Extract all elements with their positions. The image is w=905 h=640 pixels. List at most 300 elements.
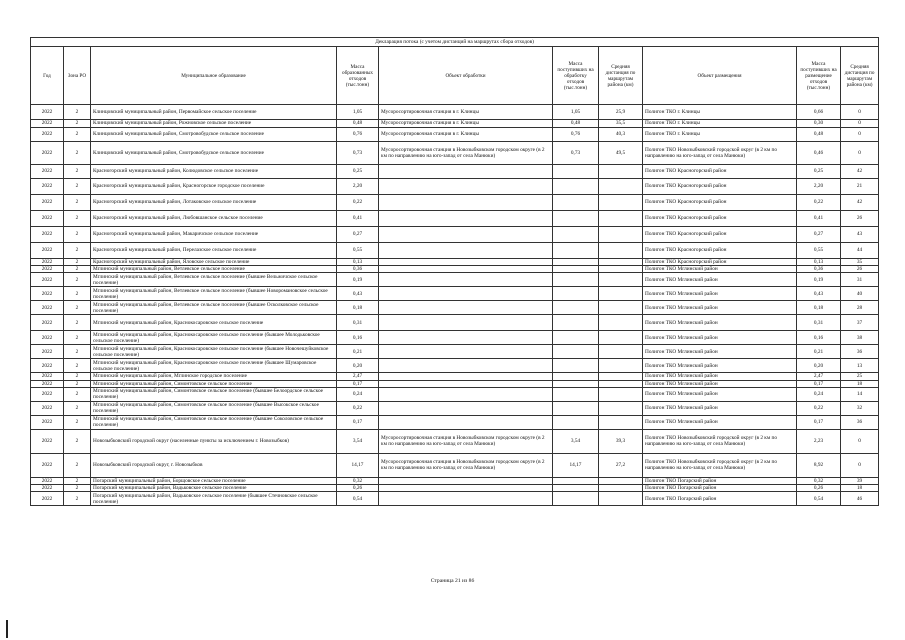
- cell-distance-processing: [599, 359, 643, 373]
- cell-year: 2022: [31, 259, 64, 266]
- cell-municipality: Клинцовский муниципальный район, Рожновское сельское поселение: [91, 120, 337, 128]
- cell-municipality: Мглинский муниципальный район, Мглинское городское поселение: [91, 373, 337, 380]
- cell-disposal-object: Полигон ТКО Мглинский район: [643, 315, 797, 331]
- cell-year: 2022: [31, 142, 64, 165]
- cell-distance-processing: 35,5: [599, 120, 643, 128]
- cell-municipality: Мглинский муниципальный район, Ветлевское сельское поселение (бывшее Новоромановское сельское поселение): [91, 287, 337, 301]
- cell-distance-processing: [599, 373, 643, 380]
- cell-zone: 2: [64, 227, 91, 243]
- cell-mass-processing: [553, 331, 599, 345]
- cell-mass-processing: [553, 287, 599, 301]
- cell-zone: 2: [64, 287, 91, 301]
- cell-distance-disposal: 18: [841, 380, 879, 387]
- cell-mass-disposal: 0,36: [797, 266, 841, 273]
- cell-distance-processing: [599, 401, 643, 415]
- cell-zone: 2: [64, 259, 91, 266]
- cell-distance-disposal: 43: [841, 227, 879, 243]
- cell-mass-disposal: 0,41: [797, 211, 841, 227]
- cell-mass-disposal: 0,22: [797, 401, 841, 415]
- cell-year: 2022: [31, 429, 64, 453]
- cell-distance-disposal: 0: [841, 105, 879, 120]
- cell-distance-processing: 40,3: [599, 128, 643, 142]
- header-mass-disposal: Масса поступивших на размещение отходов (тыс.тонн): [797, 47, 841, 105]
- table-row: [31, 301, 879, 315]
- cell-mass-processing: 0,48: [553, 120, 599, 128]
- cell-year: 2022: [31, 345, 64, 359]
- cell-mass-processing: 3,54: [553, 429, 599, 453]
- cell-mass-generated: 0,41: [337, 211, 379, 227]
- cell-processing-object: Мусоросортировочная станция в г. Клинцы: [379, 120, 553, 128]
- cell-distance-disposal: 25: [841, 373, 879, 380]
- table-row: [31, 401, 879, 415]
- cell-municipality: Красногорский муниципальный район, Макаричское сельское поселение: [91, 227, 337, 243]
- cell-distance-disposal: 42: [841, 165, 879, 179]
- cell-mass-processing: [553, 211, 599, 227]
- cell-mass-disposal: 0,21: [797, 345, 841, 359]
- cell-distance-disposal: 0: [841, 128, 879, 142]
- cell-mass-processing: [553, 266, 599, 273]
- cell-mass-generated: 3,54: [337, 429, 379, 453]
- cell-zone: 2: [64, 492, 91, 506]
- cell-processing-object: [379, 331, 553, 345]
- table-row: [31, 492, 879, 506]
- cell-mass-generated: 0,32: [337, 477, 379, 484]
- cell-zone: 2: [64, 301, 91, 315]
- table-row: [31, 477, 879, 484]
- cell-mass-generated: 0,17: [337, 415, 379, 429]
- cell-mass-processing: [553, 359, 599, 373]
- cell-mass-disposal: 0,66: [797, 105, 841, 120]
- cell-mass-processing: [553, 165, 599, 179]
- cell-zone: 2: [64, 105, 91, 120]
- table-row: [31, 359, 879, 373]
- table-row: [31, 485, 879, 492]
- cell-mass-generated: 2,47: [337, 373, 379, 380]
- cell-distance-disposal: 32: [841, 401, 879, 415]
- cell-mass-generated: 0,19: [337, 273, 379, 287]
- table-row: [31, 453, 879, 477]
- cell-distance-processing: [599, 485, 643, 492]
- cell-mass-processing: [553, 492, 599, 506]
- cell-disposal-object: Полигон ТКО Мглинский район: [643, 266, 797, 273]
- cell-municipality: Клинцовский муниципальный район, Смотровобудское сельское поселение: [91, 128, 337, 142]
- cell-municipality: Красногорский муниципальный район, Колюдовское сельское поселение: [91, 165, 337, 179]
- table-row: [31, 373, 879, 380]
- cell-municipality: Красногорский муниципальный район, Яловское сельское поселение: [91, 259, 337, 266]
- cell-processing-object: [379, 477, 553, 484]
- cell-distance-processing: [599, 211, 643, 227]
- cell-disposal-object: Полигон ТКО Красногорский район: [643, 195, 797, 211]
- cell-processing-object: [379, 345, 553, 359]
- table-row: [31, 128, 879, 142]
- cell-municipality: Мглинский муниципальный район, Симонтовское сельское поселение (бывшее Высокское сельское поселение): [91, 401, 337, 415]
- cell-mass-generated: 0,31: [337, 315, 379, 331]
- table-body: [31, 105, 879, 506]
- cell-mass-disposal: 0,22: [797, 195, 841, 211]
- cell-distance-disposal: 39: [841, 477, 879, 484]
- cell-distance-disposal: 44: [841, 243, 879, 259]
- header-zone: Зона РО: [64, 47, 91, 105]
- cell-mass-disposal: 0,24: [797, 387, 841, 401]
- cell-mass-disposal: 0,13: [797, 259, 841, 266]
- cell-distance-processing: [599, 259, 643, 266]
- cell-processing-object: Мусоросортировочная станция в г. Клинцы: [379, 128, 553, 142]
- cell-disposal-object: Полигон ТКО Красногорский район: [643, 227, 797, 243]
- cell-mass-disposal: 0,31: [797, 315, 841, 331]
- cell-mass-processing: 0,73: [553, 142, 599, 165]
- cell-disposal-object: Полигон ТКО Новозыбковский городской округ (в 2 км по направлению на юго-запад от села Манюки): [643, 453, 797, 477]
- table-row: [31, 287, 879, 301]
- cell-mass-disposal: 0,55: [797, 243, 841, 259]
- cell-mass-disposal: 2,20: [797, 179, 841, 195]
- cell-disposal-object: Полигон ТКО Мглинский район: [643, 373, 797, 380]
- cell-municipality: Погарский муниципальный район, Вадьковское сельское поселение: [91, 485, 337, 492]
- cell-mass-processing: [553, 387, 599, 401]
- cell-processing-object: [379, 273, 553, 287]
- cell-year: 2022: [31, 315, 64, 331]
- cell-distance-processing: 25,9: [599, 105, 643, 120]
- cell-distance-disposal: 31: [841, 273, 879, 287]
- cell-mass-generated: 14,17: [337, 453, 379, 477]
- table-row: [31, 227, 879, 243]
- table-row: [31, 243, 879, 259]
- cell-mass-generated: 0,20: [337, 359, 379, 373]
- cell-year: 2022: [31, 477, 64, 484]
- cell-zone: 2: [64, 266, 91, 273]
- cell-mass-generated: 0,55: [337, 243, 379, 259]
- cell-year: 2022: [31, 266, 64, 273]
- cell-mass-processing: [553, 380, 599, 387]
- cell-distance-processing: [599, 315, 643, 331]
- cell-distance-processing: [599, 415, 643, 429]
- cell-zone: 2: [64, 331, 91, 345]
- cell-zone: 2: [64, 387, 91, 401]
- table-row: [31, 387, 879, 401]
- cell-mass-disposal: 0,17: [797, 415, 841, 429]
- cell-disposal-object: Полигон ТКО г. Клинцы: [643, 128, 797, 142]
- cell-distance-processing: [599, 301, 643, 315]
- cell-zone: 2: [64, 380, 91, 387]
- cell-zone: 2: [64, 345, 91, 359]
- cell-zone: 2: [64, 211, 91, 227]
- cell-mass-disposal: 0,32: [797, 477, 841, 484]
- cell-mass-processing: [553, 227, 599, 243]
- cell-distance-processing: [599, 331, 643, 345]
- cell-mass-disposal: 0,20: [797, 359, 841, 373]
- cell-distance-disposal: 46: [841, 492, 879, 506]
- header-year: Год: [31, 47, 64, 105]
- cell-processing-object: [379, 415, 553, 429]
- cell-processing-object: [379, 211, 553, 227]
- cell-disposal-object: Полигон ТКО Погарский район: [643, 485, 797, 492]
- cell-municipality: Красногорский муниципальный район, Красногорское городское поселение: [91, 179, 337, 195]
- cell-disposal-object: Полигон ТКО Мглинский район: [643, 273, 797, 287]
- cell-disposal-object: Полигон ТКО Мглинский район: [643, 345, 797, 359]
- cell-zone: 2: [64, 415, 91, 429]
- cell-distance-disposal: 26: [841, 211, 879, 227]
- cell-municipality: Новозыбковский городской округ, г. Новозыбков: [91, 453, 337, 477]
- cell-mass-generated: 0,13: [337, 259, 379, 266]
- cell-mass-processing: 1,05: [553, 105, 599, 120]
- cell-mass-disposal: 0,46: [797, 142, 841, 165]
- cell-mass-generated: 0,43: [337, 287, 379, 301]
- cell-municipality: Клинцовский муниципальный район, Первомайское сельское поселение: [91, 105, 337, 120]
- cell-distance-disposal: 36: [841, 345, 879, 359]
- table-row: [31, 345, 879, 359]
- table-row: [31, 315, 879, 331]
- cell-mass-generated: 0,18: [337, 301, 379, 315]
- cell-distance-disposal: 42: [841, 195, 879, 211]
- cell-mass-generated: 2,20: [337, 179, 379, 195]
- cell-mass-disposal: 8,92: [797, 453, 841, 477]
- cell-year: 2022: [31, 128, 64, 142]
- cell-disposal-object: Полигон ТКО Новозыбковский городской округ (в 2 км по направлению на юго-запад от села Манюки): [643, 142, 797, 165]
- cell-mass-generated: 0,48: [337, 120, 379, 128]
- cell-mass-processing: [553, 273, 599, 287]
- cell-year: 2022: [31, 485, 64, 492]
- cell-distance-disposal: 0: [841, 120, 879, 128]
- cell-mass-generated: 0,27: [337, 227, 379, 243]
- cell-zone: 2: [64, 401, 91, 415]
- cell-disposal-object: Полигон ТКО Мглинский район: [643, 380, 797, 387]
- cell-year: 2022: [31, 195, 64, 211]
- cell-year: 2022: [31, 301, 64, 315]
- cell-mass-disposal: 2,23: [797, 429, 841, 453]
- cell-processing-object: [379, 380, 553, 387]
- table-title: Декларация потока (с учетом дистанций на маршрутах сбора отходов): [31, 38, 879, 47]
- cell-distance-processing: [599, 387, 643, 401]
- cell-year: 2022: [31, 165, 64, 179]
- cell-distance-processing: [599, 492, 643, 506]
- cell-distance-disposal: 28: [841, 301, 879, 315]
- cell-mass-generated: 0,16: [337, 331, 379, 345]
- cell-disposal-object: Полигон ТКО г. Клинцы: [643, 120, 797, 128]
- cell-processing-object: [379, 165, 553, 179]
- cell-zone: 2: [64, 373, 91, 380]
- cell-municipality: Мглинский муниципальный район, Ветлевское сельское поселение (бывшее Осколковское сельское поселение): [91, 301, 337, 315]
- cell-distance-processing: [599, 273, 643, 287]
- cell-municipality: Мглинский муниципальный район, Симонтовское сельское поселение (бывшее Белоордское сельское поселение): [91, 387, 337, 401]
- cell-distance-disposal: 14: [841, 387, 879, 401]
- cell-mass-generated: 0,24: [337, 387, 379, 401]
- cell-mass-processing: [553, 485, 599, 492]
- cell-processing-object: [379, 485, 553, 492]
- table-row: [31, 259, 879, 266]
- table-row: [31, 165, 879, 179]
- cell-mass-disposal: 0,27: [797, 227, 841, 243]
- cell-mass-processing: 0,76: [553, 128, 599, 142]
- cell-distance-processing: [599, 380, 643, 387]
- cell-zone: 2: [64, 453, 91, 477]
- cell-disposal-object: Полигон ТКО Погарский район: [643, 492, 797, 506]
- cell-processing-object: [379, 373, 553, 380]
- header-disposal-object: Объект размещения: [643, 47, 797, 105]
- margin-mark: [6, 620, 8, 638]
- cell-municipality: Мглинский муниципальный район, Ветлевское сельское поселение: [91, 266, 337, 273]
- cell-municipality: Погарский муниципальный район, Вадьковское сельское поселение (бывшее Стечновское сельское поселение): [91, 492, 337, 506]
- cell-disposal-object: Полигон ТКО Красногорский район: [643, 243, 797, 259]
- cell-mass-disposal: 0,19: [797, 273, 841, 287]
- cell-municipality: Погарский муниципальный район, Борщовское сельское поселение: [91, 477, 337, 484]
- cell-year: 2022: [31, 492, 64, 506]
- cell-zone: 2: [64, 128, 91, 142]
- cell-municipality: Клинцовский муниципальный район, Смотровобудское сельское поселение: [91, 142, 337, 165]
- cell-year: 2022: [31, 415, 64, 429]
- cell-mass-processing: 14,17: [553, 453, 599, 477]
- cell-mass-generated: 0,36: [337, 266, 379, 273]
- cell-mass-processing: [553, 243, 599, 259]
- cell-mass-processing: [553, 415, 599, 429]
- cell-processing-object: [379, 359, 553, 373]
- table-row: [31, 105, 879, 120]
- cell-municipality: Мглинский муниципальный район, Краснокосаровское сельское поселение (бывшее Шумаровское сельское поселение): [91, 359, 337, 373]
- cell-processing-object: Мусоросортировочная станция в Новозыбковском городском округе (в 2 км по направлению на юго-запад от села Манюки): [379, 429, 553, 453]
- header-mass-processing: Масса поступивших на обработку отходов (тыс.тонн): [553, 47, 599, 105]
- cell-distance-disposal: 26: [841, 266, 879, 273]
- cell-disposal-object: Полигон ТКО Мглинский район: [643, 359, 797, 373]
- table-row: [31, 380, 879, 387]
- cell-distance-disposal: 38: [841, 331, 879, 345]
- cell-municipality: Мглинский муниципальный район, Краснокосаровское сельское поселение (бывшее Новочешуйковское сельское поселение): [91, 345, 337, 359]
- cell-year: 2022: [31, 179, 64, 195]
- cell-zone: 2: [64, 273, 91, 287]
- cell-mass-disposal: 0,48: [797, 128, 841, 142]
- cell-mass-generated: 0,22: [337, 195, 379, 211]
- cell-processing-object: [379, 259, 553, 266]
- cell-mass-disposal: 0,18: [797, 301, 841, 315]
- table-row: [31, 273, 879, 287]
- cell-mass-processing: [553, 373, 599, 380]
- cell-mass-disposal: 0,25: [797, 165, 841, 179]
- cell-mass-generated: 0,73: [337, 142, 379, 165]
- cell-zone: 2: [64, 359, 91, 373]
- cell-year: 2022: [31, 105, 64, 120]
- cell-mass-disposal: 0,17: [797, 380, 841, 387]
- cell-municipality: Мглинский муниципальный район, Краснокосаровское сельское поселение (бывшее Молодьковское сельское поселение): [91, 331, 337, 345]
- cell-mass-generated: 0,76: [337, 128, 379, 142]
- cell-municipality: Красногорский муниципальный район, Любовшанское сельское поселение: [91, 211, 337, 227]
- cell-distance-processing: [599, 227, 643, 243]
- cell-processing-object: [379, 243, 553, 259]
- cell-mass-processing: [553, 401, 599, 415]
- cell-mass-processing: [553, 477, 599, 484]
- cell-zone: 2: [64, 142, 91, 165]
- cell-processing-object: Мусоросортировочная станция в г. Клинцы: [379, 105, 553, 120]
- cell-year: 2022: [31, 331, 64, 345]
- cell-distance-processing: [599, 287, 643, 301]
- cell-zone: 2: [64, 429, 91, 453]
- cell-municipality: Мглинский муниципальный район, Симонтовское сельское поселение: [91, 380, 337, 387]
- cell-distance-processing: [599, 243, 643, 259]
- cell-municipality: Красногорский муниципальный район, Перелазское сельское поселение: [91, 243, 337, 259]
- cell-disposal-object: Полигон ТКО Красногорский район: [643, 165, 797, 179]
- cell-processing-object: [379, 179, 553, 195]
- cell-disposal-object: Полигон ТКО Мглинский район: [643, 415, 797, 429]
- cell-zone: 2: [64, 195, 91, 211]
- cell-year: 2022: [31, 287, 64, 301]
- cell-mass-disposal: 0,54: [797, 492, 841, 506]
- cell-processing-object: [379, 287, 553, 301]
- cell-processing-object: [379, 227, 553, 243]
- cell-distance-disposal: 0: [841, 429, 879, 453]
- cell-municipality: Мглинский муниципальный район, Симонтовское сельское поселение (бывшее Соколовское сельское поселение): [91, 415, 337, 429]
- table-row: [31, 179, 879, 195]
- cell-distance-disposal: 13: [841, 359, 879, 373]
- cell-disposal-object: Полигон ТКО Мглинский район: [643, 401, 797, 415]
- cell-disposal-object: Полигон ТКО г. Клинцы: [643, 105, 797, 120]
- cell-mass-disposal: 0,16: [797, 331, 841, 345]
- table-row: [31, 331, 879, 345]
- cell-distance-processing: 49,5: [599, 142, 643, 165]
- cell-year: 2022: [31, 243, 64, 259]
- cell-disposal-object: Полигон ТКО Мглинский район: [643, 287, 797, 301]
- cell-municipality: Мглинский муниципальный район, Краснокосаровское сельское поселение: [91, 315, 337, 331]
- cell-disposal-object: Полигон ТКО Красногорский район: [643, 179, 797, 195]
- table-row: [31, 415, 879, 429]
- cell-mass-generated: 1,05: [337, 105, 379, 120]
- table-row: [31, 120, 879, 128]
- cell-zone: 2: [64, 179, 91, 195]
- cell-mass-generated: 0,25: [337, 165, 379, 179]
- cell-zone: 2: [64, 315, 91, 331]
- cell-mass-generated: 0,22: [337, 401, 379, 415]
- table-row: [31, 195, 879, 211]
- cell-processing-object: [379, 315, 553, 331]
- cell-municipality: Мглинский муниципальный район, Ветлевское сельское поселение (бывшее Вельжичское сельское поселение): [91, 273, 337, 287]
- cell-year: 2022: [31, 273, 64, 287]
- cell-year: 2022: [31, 401, 64, 415]
- cell-disposal-object: Полигон ТКО Мглинский район: [643, 387, 797, 401]
- cell-distance-processing: [599, 195, 643, 211]
- cell-municipality: Красногорский муниципальный район, Лотаковское сельское поселение: [91, 195, 337, 211]
- cell-distance-disposal: 0: [841, 453, 879, 477]
- cell-processing-object: Мусоросортировочная станция в Новозыбковском городском округе (в 2 км по направлению на юго-запад от села Манюки): [379, 142, 553, 165]
- cell-distance-disposal: 37: [841, 315, 879, 331]
- header-municipality: Муниципальное образование: [91, 47, 337, 105]
- cell-processing-object: [379, 387, 553, 401]
- table-row: [31, 429, 879, 453]
- cell-distance-processing: 39,3: [599, 429, 643, 453]
- cell-zone: 2: [64, 243, 91, 259]
- cell-year: 2022: [31, 453, 64, 477]
- waste-flow-table: [30, 37, 879, 506]
- cell-mass-processing: [553, 179, 599, 195]
- cell-municipality: Новозыбковский городской округ (населенные пункты за исключением г. Новозыбков): [91, 429, 337, 453]
- cell-mass-disposal: 2,47: [797, 373, 841, 380]
- cell-year: 2022: [31, 227, 64, 243]
- cell-distance-processing: [599, 345, 643, 359]
- cell-distance-processing: [599, 477, 643, 484]
- cell-disposal-object: Полигон ТКО Погарский район: [643, 477, 797, 484]
- cell-processing-object: Мусоросортировочная станция в Новозыбковском городском округе (в 2 км по направлению на юго-запад от села Манюки): [379, 453, 553, 477]
- cell-processing-object: [379, 401, 553, 415]
- header-mass-generated: Масса образованных отходов (тыс.тонн): [337, 47, 379, 105]
- cell-year: 2022: [31, 387, 64, 401]
- cell-processing-object: [379, 301, 553, 315]
- table-row: [31, 142, 879, 165]
- cell-disposal-object: Полигон ТКО Мглинский район: [643, 331, 797, 345]
- cell-mass-processing: [553, 345, 599, 359]
- cell-year: 2022: [31, 359, 64, 373]
- cell-distance-disposal: 40: [841, 287, 879, 301]
- cell-mass-disposal: 0,26: [797, 485, 841, 492]
- cell-distance-disposal: 21: [841, 179, 879, 195]
- cell-disposal-object: Полигон ТКО Красногорский район: [643, 211, 797, 227]
- cell-zone: 2: [64, 120, 91, 128]
- cell-distance-disposal: 35: [841, 259, 879, 266]
- cell-mass-processing: [553, 315, 599, 331]
- header-avg-distance-processing: Средняя дистанция по маршрутам района (км): [599, 47, 643, 105]
